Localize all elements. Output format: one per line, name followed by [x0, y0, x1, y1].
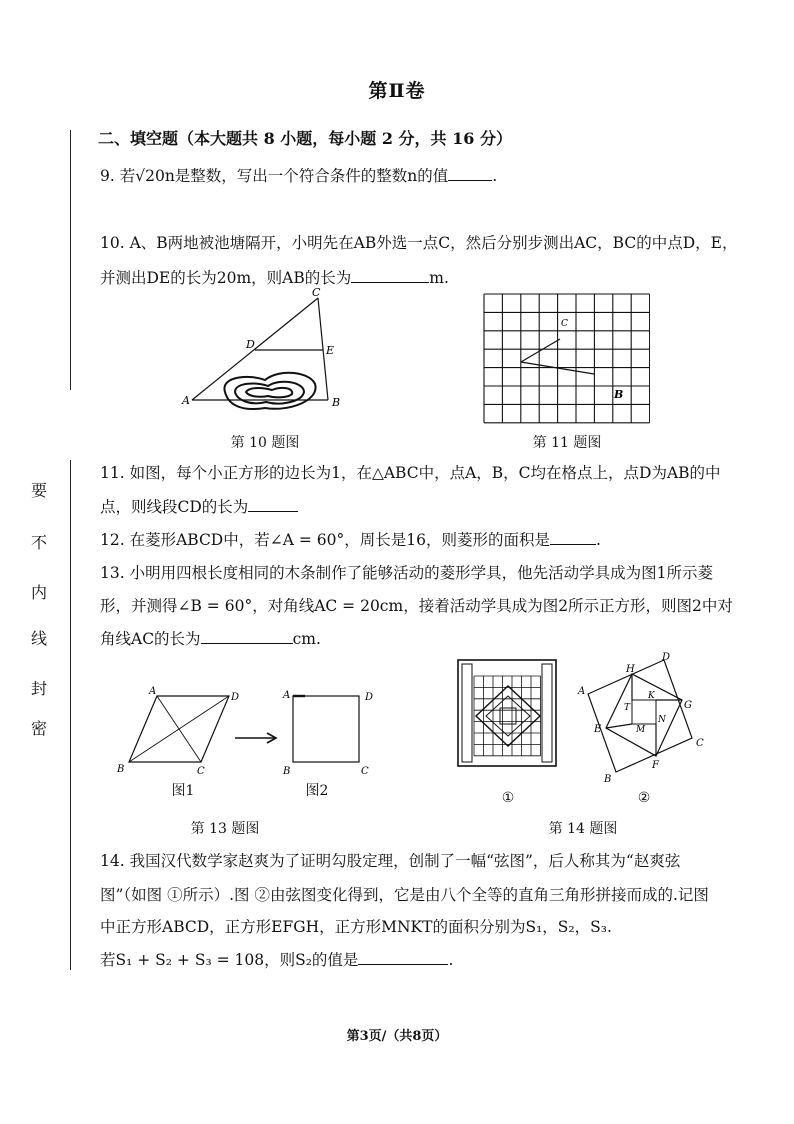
figure-10	[180, 288, 360, 418]
fig13-sub-1: 图1	[171, 783, 195, 799]
fig13-square	[293, 696, 359, 762]
fig13-rhombus	[129, 696, 229, 762]
fig14-label-T: T	[624, 703, 631, 713]
fig10-label-B: B	[332, 396, 341, 409]
question-10-line-2: 并测出DE的长为20m，则AB的长为 m.	[100, 266, 449, 289]
question-9-text: 9. 若√20n是整数，写出一个符合条件的整数n的值	[100, 167, 449, 185]
question-10-line-1: 10. A、B两地被池塘隔开，小明先在AB外选一点C，然后分别步测出AC，BC的中点D，E，	[100, 234, 738, 252]
square-ABCD	[588, 660, 692, 772]
fig10-label-A: A	[182, 394, 190, 407]
seal-line-bottom	[70, 460, 71, 970]
answer-blank-14[interactable]	[358, 948, 448, 965]
fig13-2-label-A: A	[283, 690, 291, 701]
question-14-line-2: 图”（如图 ①所示）.图 ②由弦图变化得到，它是由八个全等的直角三角形拼接而成的.记图	[100, 886, 709, 904]
question-11-line-1: 11. 如图，每个小正方形的边长为1，在△ABC中，点A，B，C均在格点上，点D为AB的中	[100, 464, 721, 482]
question-13-line-2: 形，并测得∠B = 60°，对角线AC = 20cm，接着活动学具成为图2所示正方形，则图2中对	[100, 597, 733, 615]
figure-14-caption: 第 14 题图	[548, 821, 618, 837]
question-11-line-2: 点，则线段CD的长为	[100, 495, 298, 518]
answer-blank-13[interactable]	[201, 627, 293, 644]
figure-11	[480, 290, 650, 426]
fig13-1-label-D: D	[231, 692, 240, 703]
page-title: 第Ⅱ卷	[368, 80, 426, 102]
fig13-1-label-C: C	[197, 766, 205, 777]
figure-13	[115, 686, 455, 786]
question-14-line-3: 中正方形ABCD，正方形EFGH，正方形MNKT的面积分别为S₁，S₂，S₃.	[100, 918, 612, 936]
fig13-1-label-B: B	[117, 764, 125, 775]
figure-11-caption: 第 11 题图	[532, 435, 602, 451]
answer-blank-9[interactable]	[448, 164, 492, 181]
fig13-1-label-A: A	[149, 686, 157, 697]
fig13-2-label-D: D	[365, 692, 374, 703]
question-9: 9. 若√20n是整数，写出一个符合条件的整数n的值 .	[100, 164, 497, 187]
question-12: 12. 在菱形ABCD中，若∠A = 60°，周长是16，则菱形的面积是 .	[100, 528, 601, 551]
page-footer: 第3页/（共8页）	[346, 1029, 448, 1044]
seal-char-6: 密	[30, 719, 47, 738]
fig14-label-B: B	[604, 774, 612, 785]
answer-blank-10[interactable]	[351, 266, 429, 283]
fig13-2-label-B: B	[283, 766, 291, 777]
seal-char-3: 内	[30, 583, 47, 602]
seal-char-1: 要	[30, 481, 47, 500]
fig10-label-E: E	[326, 344, 335, 357]
fig14-sub-2: ②	[637, 790, 651, 806]
fig14-label-N: N	[658, 715, 666, 725]
fig14-label-D: D	[662, 652, 671, 663]
fig14-label-K: K	[648, 691, 655, 701]
seal-line-top	[70, 130, 71, 390]
fig14-label-C: C	[696, 738, 704, 749]
question-13-line-3: 角线AC的长为 cm.	[100, 627, 321, 650]
fig14-label-E: E	[594, 724, 602, 735]
fig10-label-C: C	[312, 288, 321, 299]
fig14-sub-1: ①	[501, 790, 515, 806]
fig11-label-B: B	[614, 388, 624, 401]
fig14-label-H: H	[626, 664, 635, 675]
fig13-2-label-C: C	[361, 766, 369, 777]
fig14-label-M: M	[636, 725, 646, 735]
fig13-arrow	[235, 733, 276, 743]
question-14-line-1: 14. 我国汉代数学家赵爽为了证明勾股定理，创制了一幅“弦图”，后人称其为“赵爽弦	[100, 852, 681, 870]
fig13-sub-2: 图2	[305, 783, 329, 799]
fig14-label-F: F	[652, 760, 659, 771]
figure-14-1	[456, 658, 560, 770]
square-EFGH	[606, 674, 682, 756]
seal-char-2: 不	[30, 533, 47, 552]
answer-blank-11[interactable]	[248, 495, 298, 512]
figure-14-2	[574, 652, 714, 788]
fig10-label-D: D	[246, 338, 255, 351]
question-13-line-1: 13. 小明用四根长度相同的木条制作了能够活动的菱形学具，他先活动学具成为图1所示菱	[100, 564, 713, 582]
square-MNKT	[632, 700, 656, 724]
answer-blank-12[interactable]	[550, 528, 596, 545]
figure-10-caption: 第 10 题图	[230, 435, 300, 451]
seal-char-5: 封	[30, 679, 47, 698]
fig14-label-G: G	[684, 700, 692, 711]
figure-13-caption: 第 13 题图	[190, 821, 260, 837]
fig11-label-C: C	[561, 319, 568, 329]
question-14-line-4: 若S₁ + S₂ + S₃ = 108，则S₂的值是 .	[100, 948, 453, 971]
pond-shape	[224, 373, 315, 409]
section-heading: 二、填空题（本大题共 8 小题，每小题 2 分，共 16 分）	[98, 129, 512, 148]
seal-char-4: 线	[30, 629, 47, 648]
fig14-label-A: A	[578, 686, 586, 697]
